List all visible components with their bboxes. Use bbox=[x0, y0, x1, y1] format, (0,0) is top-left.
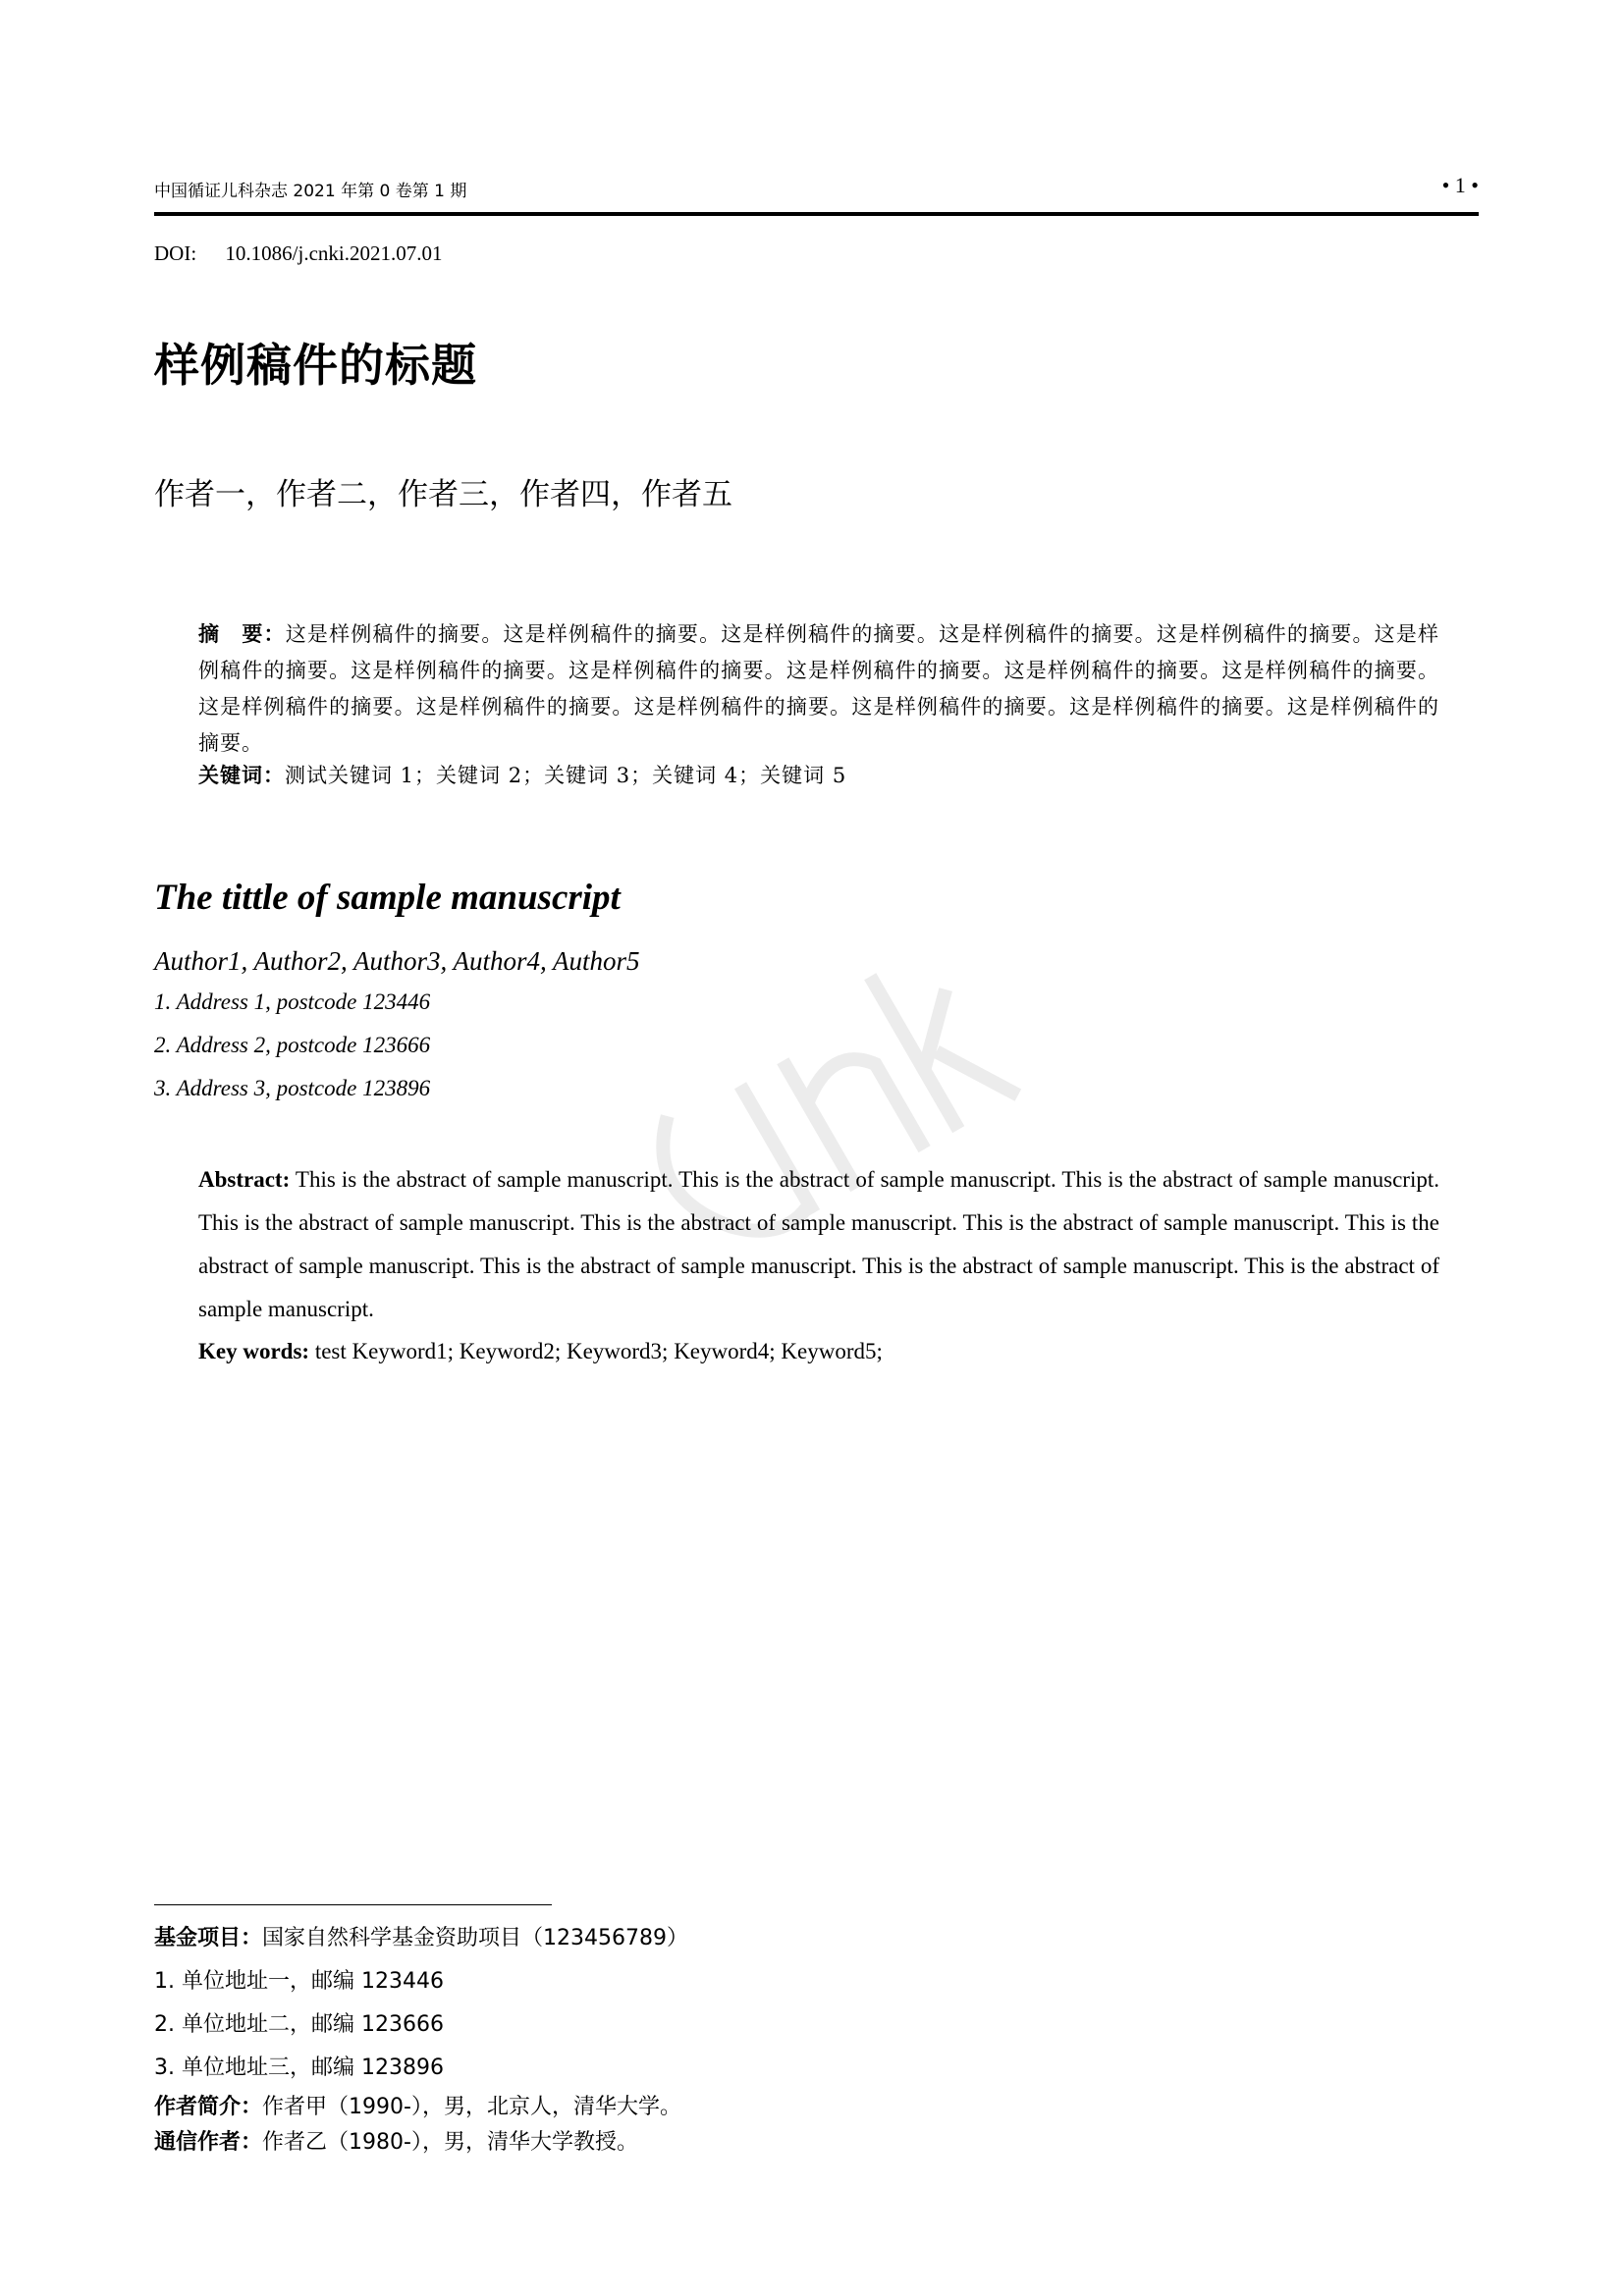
page-number: • 1 • bbox=[1441, 173, 1479, 197]
journal-name: 中国循证儿科杂志 2021 年第 0 卷第 1 期 bbox=[154, 182, 467, 201]
unit-address-3: 3. 单位地址三，邮编 123896 bbox=[154, 2056, 444, 2080]
english-address-2: 2. Address 2, postcode 123666 bbox=[154, 1033, 431, 1057]
chinese-abstract bbox=[198, 616, 1439, 762]
running-header bbox=[154, 173, 1479, 216]
english-address-3: 3. Address 3, postcode 123896 bbox=[154, 1076, 431, 1100]
corresponding-author bbox=[154, 2125, 638, 2156]
fund-label: 基金项目： bbox=[154, 1926, 263, 1950]
author-bio-text: 作者甲（1990-），男，北京人，清华大学。 bbox=[262, 2095, 681, 2119]
doi-line bbox=[154, 241, 443, 266]
footnote-divider bbox=[154, 1904, 552, 1905]
chinese-keywords-text: 测试关键词 1；关键词 2；关键词 3；关键词 4；关键词 5 bbox=[285, 764, 847, 787]
english-keywords bbox=[198, 1330, 1439, 1373]
english-keywords-text: test Keyword1; Keyword2; Keyword3; Keyword4; Keyword5; bbox=[314, 1339, 883, 1363]
english-abstract-text: This is the abstract of sample manuscript. This is the abstract of sample manuscript. This is the abstract of sample manuscript. This is the abstract of sample manuscript. This is the abstract of sample manuscript. This is the abstract of sample manuscript. This is the abstract of sample manuscript. This is the abstract of sample manuscript. This is the abstract of sample manuscript. This is the abstract of sample manuscript. bbox=[198, 1167, 1439, 1321]
corresponding-text: 作者乙（1980-），男，清华大学教授。 bbox=[262, 2130, 638, 2155]
chinese-keywords bbox=[198, 758, 1439, 794]
fund-note bbox=[154, 1921, 688, 1951]
chinese-abstract-text: 这是样例稿件的摘要。这是样例稿件的摘要。这是样例稿件的摘要。这是样例稿件的摘要。这是样例稿件的摘要。这是样例稿件的摘要。这是样例稿件的摘要。这是样例稿件的摘要。这是样例稿件的摘要。这是样例稿件的摘要。这是样例稿件的摘要。这是样例稿件的摘要。这是样例稿件的摘要。这是样例稿件的摘要。这是样例稿件的摘要。这是样例稿件的摘要。这是样例稿件的摘要。 bbox=[198, 622, 1439, 755]
corresponding-label: 通信作者： bbox=[154, 2130, 263, 2155]
unit-address-2: 2. 单位地址二，邮编 123666 bbox=[154, 2012, 444, 2037]
english-keywords-label: Key words: bbox=[198, 1339, 310, 1363]
english-address-1: 1. Address 1, postcode 123446 bbox=[154, 989, 431, 1014]
english-abstract bbox=[198, 1158, 1439, 1331]
chinese-keywords-label: 关键词： bbox=[198, 764, 285, 787]
english-authors: Author1, Author2, Author3, Author4, Author5 bbox=[154, 946, 640, 976]
chinese-authors: 作者一，作者二，作者三，作者四，作者五 bbox=[154, 477, 732, 512]
author-bio-label: 作者简介： bbox=[154, 2095, 263, 2119]
doi-value: 10.1086/j.cnki.2021.07.01 bbox=[225, 241, 443, 265]
english-abstract-label: Abstract: bbox=[198, 1167, 291, 1192]
unit-address-1: 1. 单位地址一，邮编 123446 bbox=[154, 1969, 444, 1994]
author-bio bbox=[154, 2090, 681, 2120]
fund-text: 国家自然科学基金资助项目（123456789） bbox=[262, 1926, 688, 1950]
doi-label: DOI: bbox=[154, 241, 197, 265]
chinese-title: 样例稿件的标题 bbox=[154, 339, 477, 392]
english-title: The tittle of sample manuscript bbox=[154, 878, 621, 918]
chinese-abstract-label: 摘 要： bbox=[198, 622, 286, 646]
